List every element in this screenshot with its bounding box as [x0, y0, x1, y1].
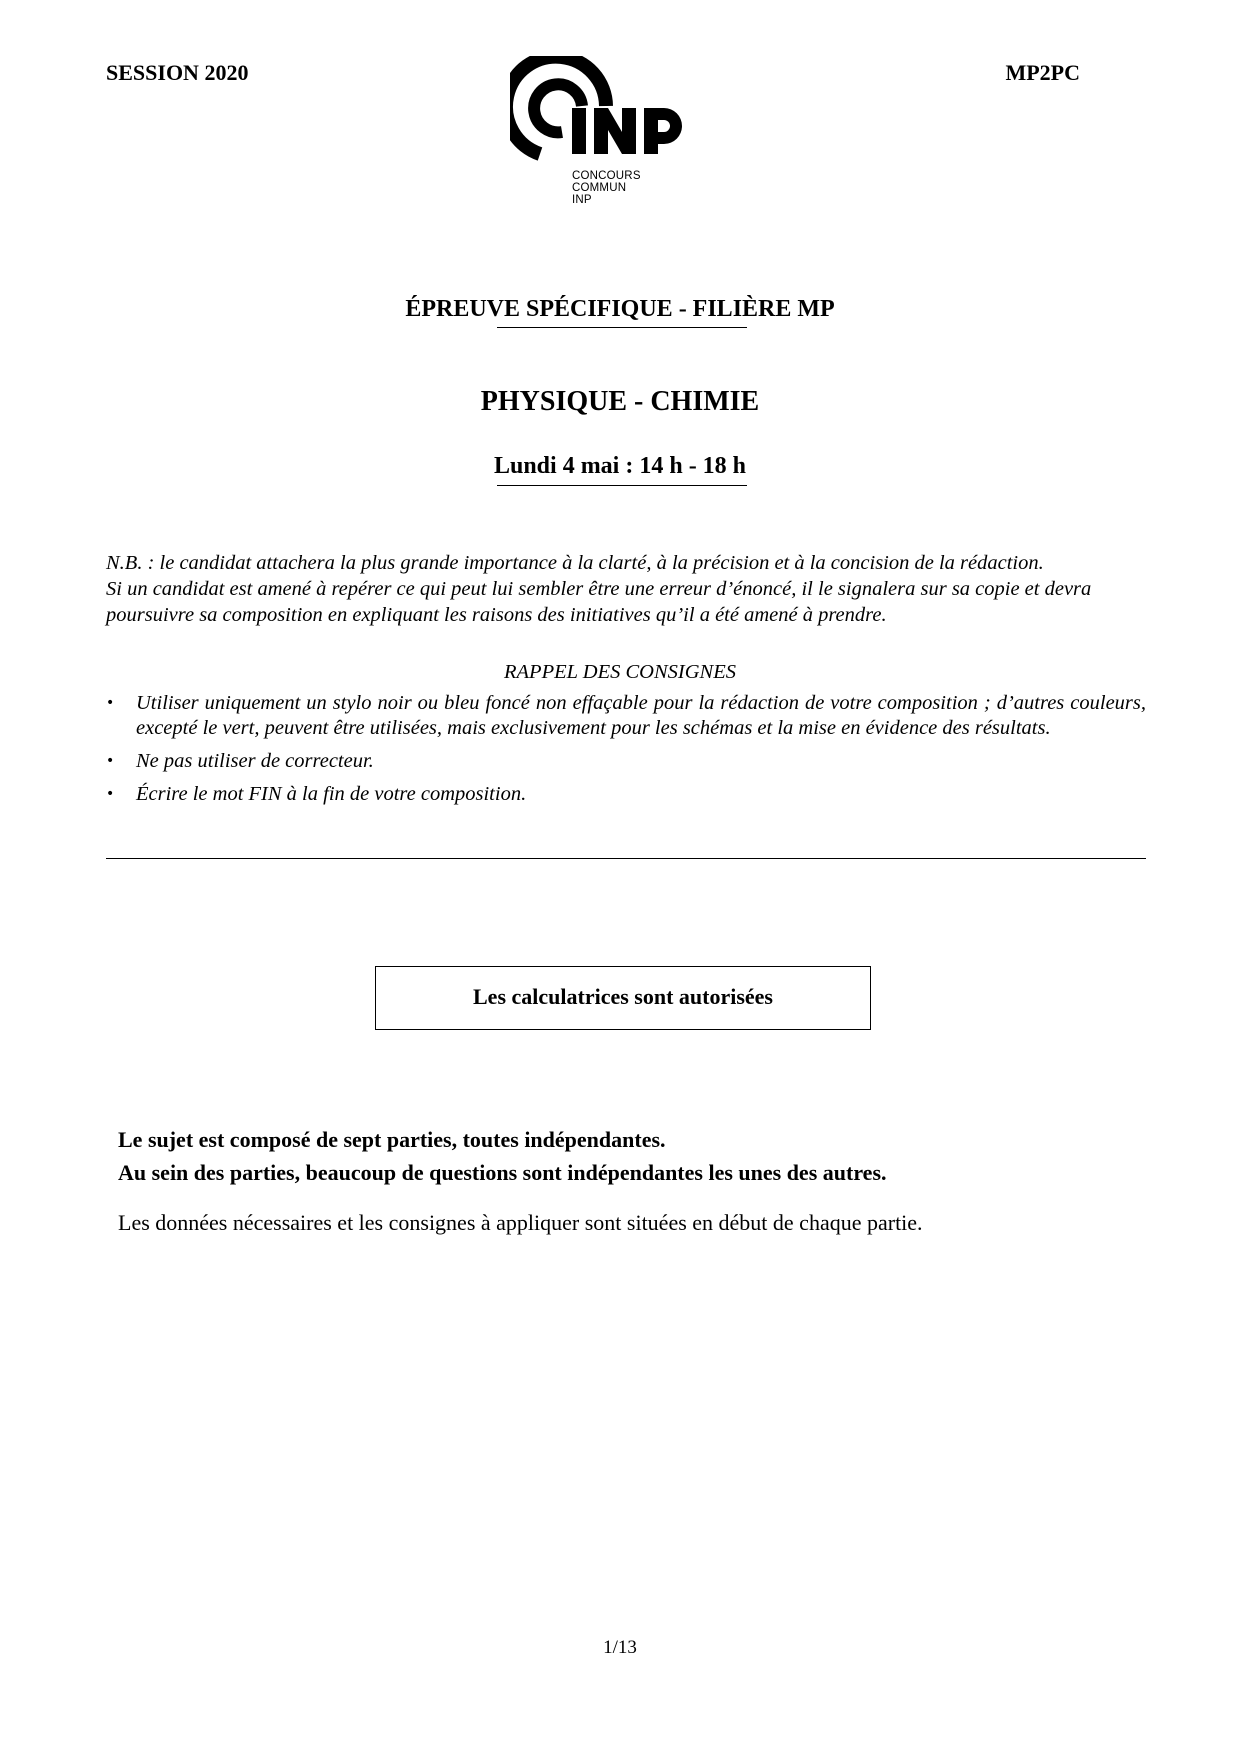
exam-code: MP2PC: [1005, 60, 1080, 85]
bullet-icon: •: [106, 786, 115, 802]
divider: [497, 485, 747, 486]
donnees-note: Les données nécessaires et les consignes à appliquer sont situées en début de chaque partie.: [118, 1210, 923, 1235]
rappel-title: RAPPEL DES CONSIGNES: [504, 661, 736, 683]
epreuve-title: ÉPREUVE SPÉCIFIQUE - FILIÈRE MP: [405, 296, 835, 322]
bullet-icon: •: [106, 695, 115, 711]
logo-caption: CONCOURS COMMUN INP: [572, 170, 641, 206]
subject-title: PHYSIQUE - CHIMIE: [480, 386, 760, 417]
divider: [106, 858, 1146, 859]
session-label: SESSION 2020: [106, 60, 249, 85]
divider: [497, 327, 747, 328]
composition-note: Le sujet est composé de sept parties, toutes indépendantes. Au sein des parties, beaucoup de questions sont indépendantes les unes des autres.: [118, 1127, 887, 1185]
exam-date: Lundi 4 mai : 14 h - 18 h: [493, 453, 747, 479]
page-number: 1/13: [603, 1637, 637, 1658]
inp-logo: [510, 56, 700, 212]
nb-text: N.B. : le candidat attachera la plus grande importance à la clarté, à la précision et à la concision de la rédaction.: [106, 552, 1044, 574]
inp-logo-mark: [510, 56, 700, 166]
consignes-list: [106, 691, 1146, 815]
list-item: • Utiliser uniquement un stylo noir ou bleu foncé non effaçable pour la rédaction de votre composition ; d’autres couleurs, excepté le vert, peuvent être utilisées, mais exclusivement pour les schémas et la mise en évidence des résultats.: [106, 692, 1146, 739]
list-item: • Ne pas utiliser de correcteur.: [106, 750, 374, 772]
error-note-text: Si un candidat est amené à repérer ce qui peut lui sembler être une erreur d’énoncé, il le signalera sur sa copie et devra poursuivre sa composition en expliquant les raisons des initiatives qu’il a été amené à prendre.: [106, 578, 1092, 626]
list-item: • Écrire le mot FIN à la fin de votre composition.: [106, 783, 527, 805]
notice-block: [106, 550, 1146, 628]
calculators-box: Les calculatrices sont autorisées: [375, 966, 871, 1030]
bullet-icon: •: [106, 753, 115, 769]
